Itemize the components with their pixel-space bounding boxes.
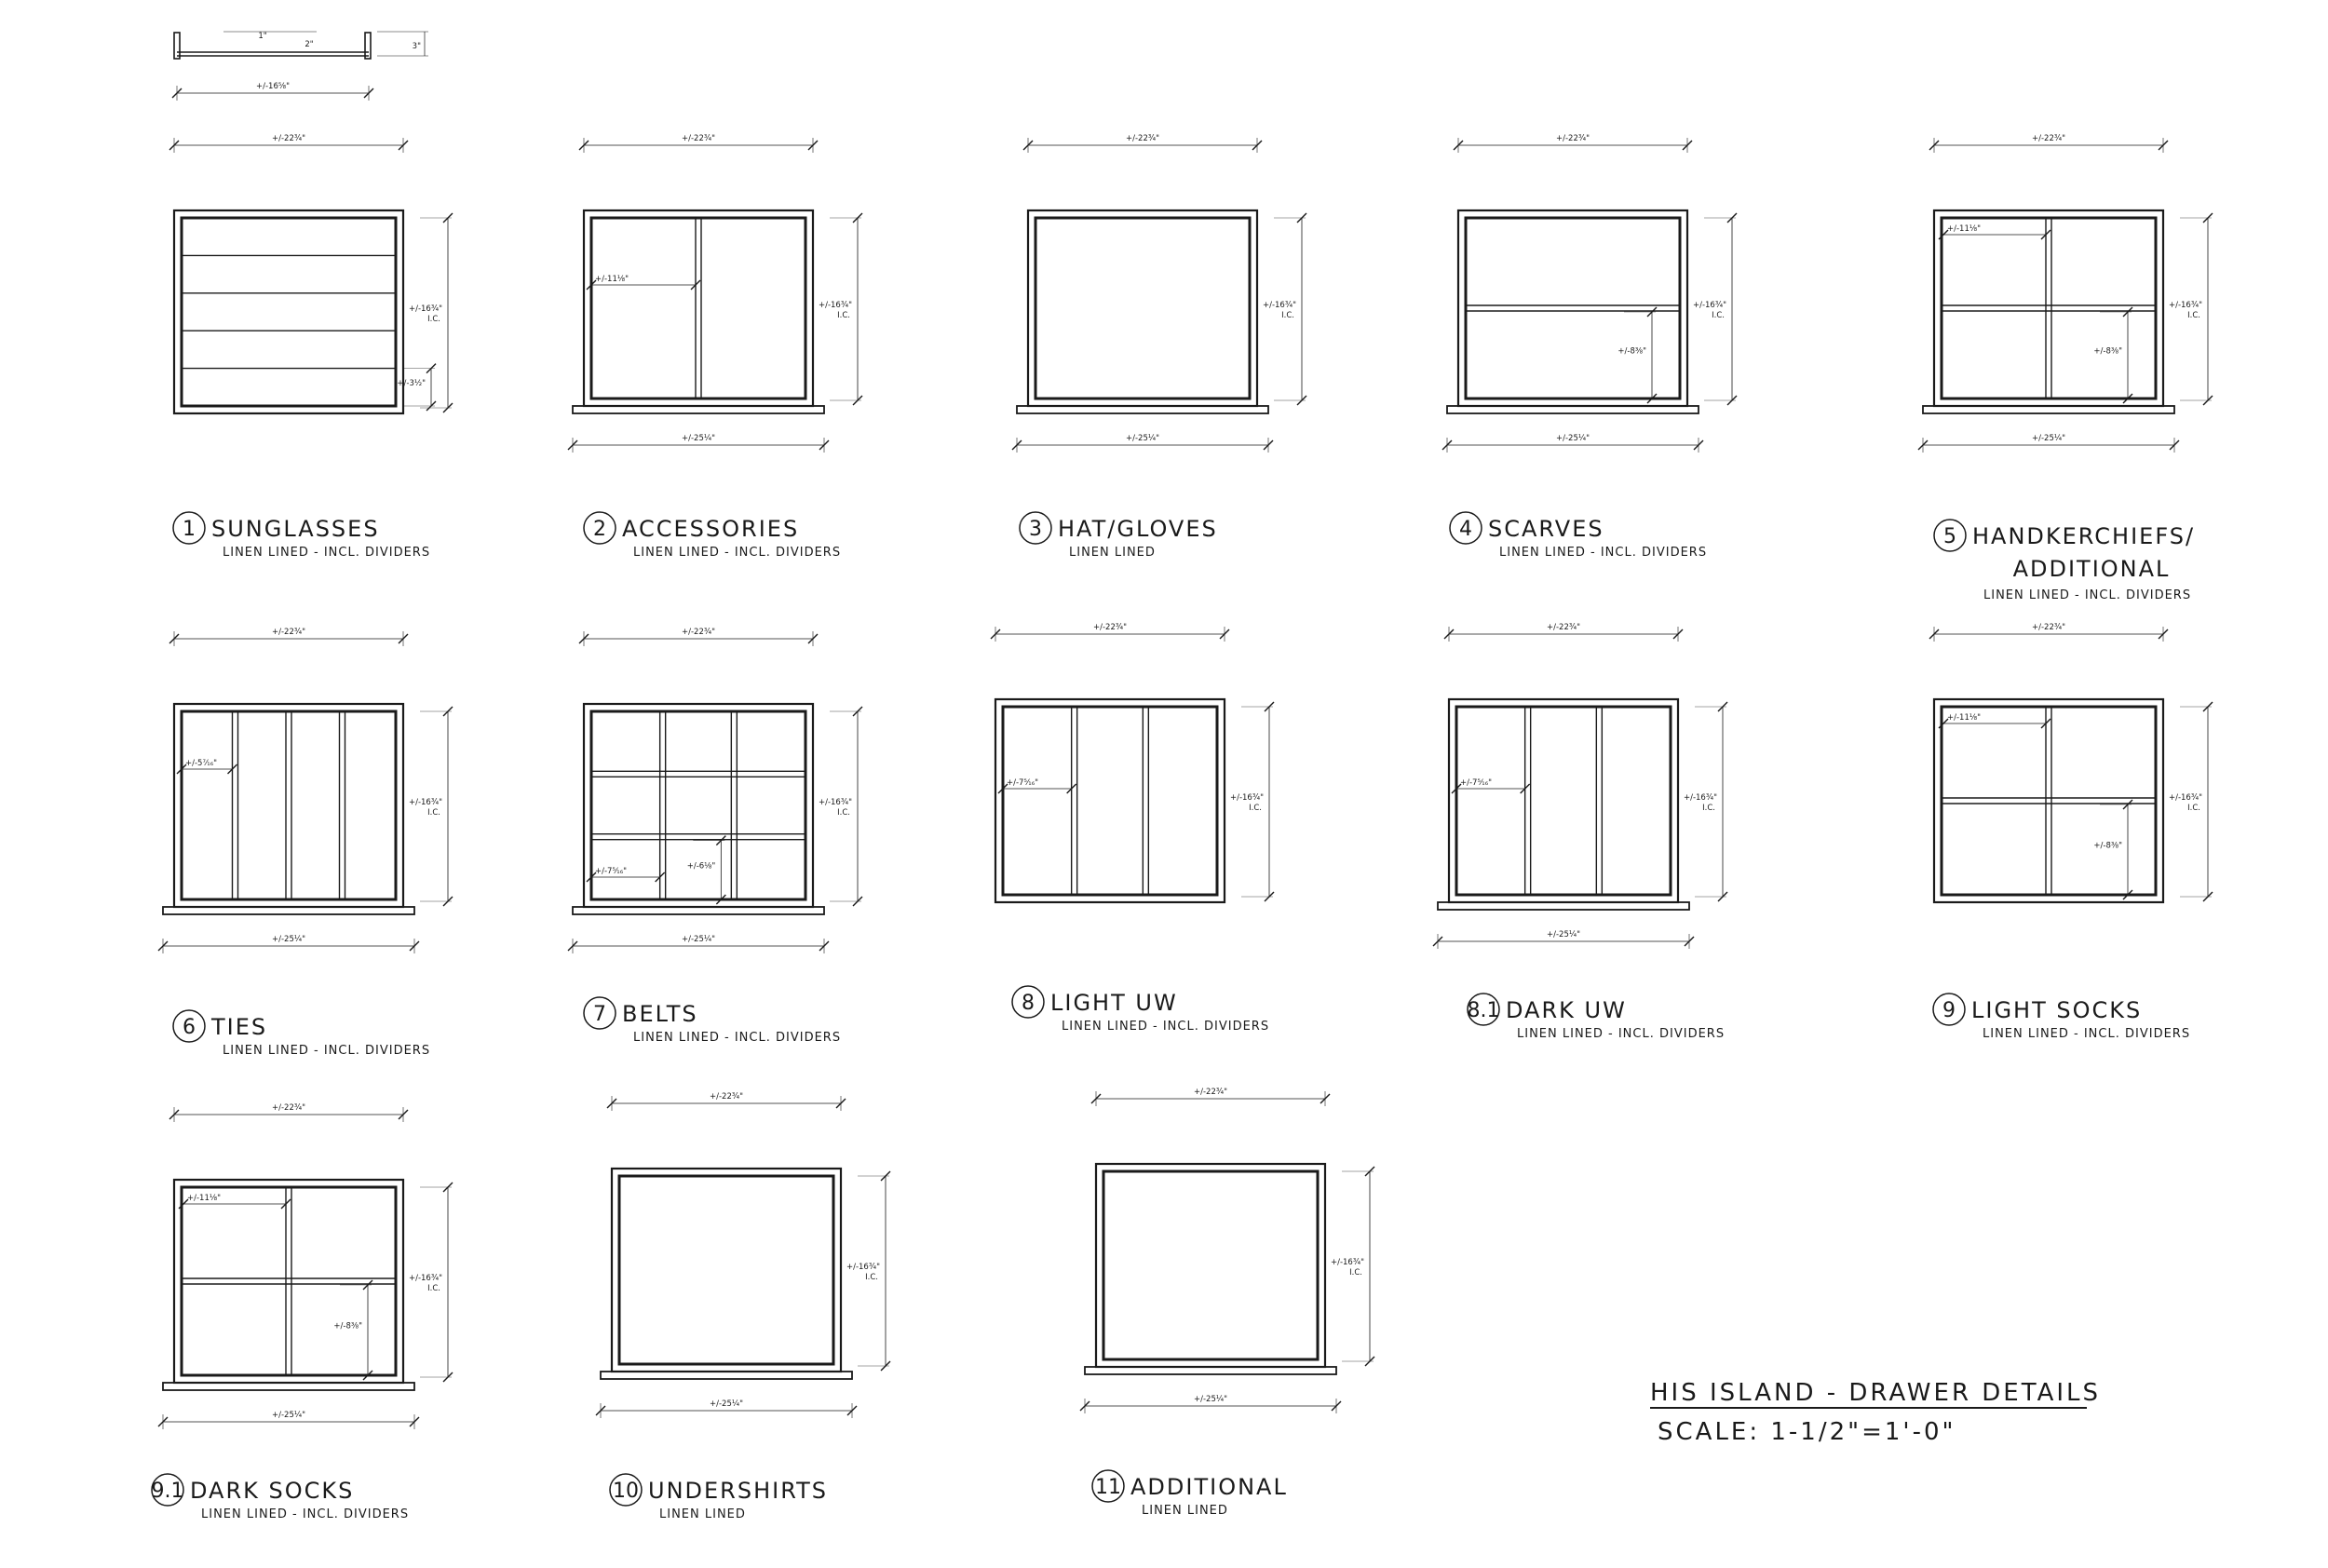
interior-dimension [998, 778, 1076, 793]
drawer-title: ADDITIONAL [1130, 1474, 1288, 1500]
dimension-line [1263, 213, 1306, 405]
drawer-title-line2: ADDITIONAL [2012, 556, 2171, 582]
drawer-2-caption [584, 512, 841, 560]
drawer-drawings [152, 32, 2213, 1521]
drawer-base [163, 907, 414, 914]
dimension-label: +/-5⁷⁄₁₆" [185, 759, 218, 768]
drawer-1-detail [169, 134, 453, 413]
dimension-line [169, 134, 408, 153]
drawer-base [163, 1383, 414, 1390]
dimension-label: +/-11⅛" [595, 275, 629, 284]
dimension-label: +/-22¾" [2031, 134, 2066, 143]
dimension-label: +/-22¾" [271, 134, 306, 143]
drawer-7-detail [568, 628, 862, 953]
drawer-4-detail [1442, 134, 1737, 453]
drawer-7-caption [584, 997, 841, 1045]
dimension-line [2093, 307, 2132, 403]
drawer-number: 8 [1022, 992, 1035, 1015]
dimension-label: +/-25¼" [1555, 434, 1590, 443]
interior-dimension [587, 275, 700, 290]
inside-clear-label: I.C. [837, 808, 850, 818]
drawer-8-detail [991, 623, 1274, 902]
dimension-line [1929, 134, 2168, 153]
sheet-title-block [1650, 1379, 2101, 1446]
dimension-line [2093, 800, 2132, 899]
dimension-line [819, 707, 862, 906]
drawer-elevation [1447, 210, 1699, 413]
drawer-base [1923, 406, 2174, 413]
drawer-10-caption [1933, 994, 2190, 1041]
drawer-subtitle: LINEN LINED [659, 1507, 746, 1521]
section-dim-label: 2" [305, 40, 314, 49]
dimension-label: +/-16¾" [1683, 793, 1717, 803]
drawer-elevation [1923, 210, 2174, 413]
dimension-line [1693, 213, 1737, 405]
dimension-label: +/-25¼" [681, 434, 716, 443]
drawer-title: LIGHT SOCKS [1971, 997, 2143, 1023]
inside-clear-label: I.C. [427, 1284, 440, 1293]
drawer-section-profile [172, 32, 428, 101]
drawer-6-detail [158, 628, 453, 953]
drawer-title: HANDKERCHIEFS/ [1972, 523, 2196, 549]
drawer-subtitle: LINEN LINED - INCL. DIVIDERS [1983, 1027, 2191, 1041]
dimension-line [1012, 434, 1273, 453]
inside-clear-label: I.C. [2187, 804, 2200, 813]
drawer-subtitle: LINEN LINED - INCL. DIVIDERS [223, 1044, 431, 1058]
dimension-line [1331, 1167, 1374, 1366]
drawer-elevation [1934, 699, 2163, 902]
drawer-base [573, 907, 824, 914]
drawer-title: UNDERSHIRTS [648, 1478, 829, 1504]
dimension-line [1918, 434, 2179, 453]
drawer-1-caption [173, 512, 430, 560]
drawer-subtitle: LINEN LINED - INCL. DIVIDERS [201, 1507, 410, 1521]
drawer-base [601, 1372, 852, 1379]
dimension-label: +/-22¾" [709, 1092, 744, 1102]
interior-dimension [587, 867, 665, 882]
dimension-line [158, 1411, 419, 1429]
dimension-label: +/-8⅜" [333, 1321, 362, 1331]
drawer-elevation [995, 699, 1225, 902]
dimension-label: +/-16¾" [2168, 793, 2202, 803]
dimension-line [158, 935, 419, 953]
dimension-line [991, 623, 1229, 642]
drawer-title: SCARVES [1488, 516, 1604, 542]
dimension-label: +/-16¾" [408, 798, 442, 807]
drawer-elevation [1085, 1164, 1336, 1374]
drawer-4-caption [1450, 512, 1707, 560]
drawer-elevation [573, 210, 824, 413]
dimension-label: +/-8⅜" [2093, 346, 2122, 357]
dimension-label: +/-22¾" [681, 628, 716, 637]
drawer-number: 9.1 [151, 1480, 184, 1503]
drawer-number: 11 [1095, 1476, 1121, 1499]
drawer-10-detail [1929, 623, 2213, 902]
section-dim-label: 1" [258, 32, 267, 41]
section-dim-label: 3" [412, 42, 421, 51]
dimension-line [1442, 434, 1703, 453]
drawer-number: 5 [1943, 525, 1956, 548]
dimension-label: +/-16¾" [408, 304, 442, 314]
drawer-9-caption [1468, 994, 1726, 1041]
drawer-number: 8.1 [1467, 999, 1500, 1022]
drawer-elevation [1438, 699, 1689, 910]
dimension-label: +/-16¾" [1262, 301, 1296, 310]
dimension-line [1080, 1395, 1341, 1413]
dimension-line [819, 213, 862, 405]
dimension-label: +/-3½" [397, 378, 426, 388]
dimension-line [846, 1171, 890, 1371]
drawer-title: LIGHT UW [1050, 990, 1178, 1016]
inside-clear-label: I.C. [1281, 311, 1294, 320]
drawer-3-caption [1020, 512, 1218, 560]
drawer-11-detail [158, 1103, 453, 1429]
inside-clear-label: I.C. [427, 808, 440, 818]
dimension-label: +/-6⅛" [686, 861, 716, 872]
dimension-label: +/-22¾" [1125, 134, 1160, 143]
drawer-base [1017, 406, 1268, 413]
drawer-8-caption [1012, 986, 1269, 1034]
dimension-line [1617, 307, 1657, 403]
dimension-line [568, 935, 829, 953]
drawer-3-detail [1012, 134, 1306, 453]
drawer-title: TIES [211, 1014, 268, 1040]
inside-clear-label: I.C. [2187, 311, 2200, 320]
drawer-base [1438, 902, 1689, 910]
dimension-line [2169, 213, 2213, 405]
drawer-11-caption [152, 1474, 410, 1521]
dimension-label: +/-22¾" [2031, 623, 2066, 632]
dimension-line [409, 1183, 453, 1382]
dimension-label: +/-16⅝" [255, 82, 291, 91]
dimension-line [1091, 1088, 1330, 1106]
drawer-13-detail [1080, 1088, 1374, 1413]
drawer-elevation [163, 1180, 414, 1390]
dimension-label: +/-22¾" [271, 1103, 306, 1113]
dimension-label: +/-22¾" [1193, 1088, 1228, 1097]
drawer-elevation [1017, 210, 1268, 413]
dimension-label: +/-22¾" [1546, 623, 1581, 632]
dimension-line [579, 628, 818, 646]
drawer-title: BELTS [622, 1001, 698, 1027]
dimension-label: +/-22¾" [1555, 134, 1590, 143]
dimension-label: +/-16¾" [1692, 301, 1726, 310]
dimension-label: +/-7⁵⁄₁₆" [1007, 778, 1039, 788]
drawer-elevation [601, 1169, 852, 1379]
drawer-base [1085, 1367, 1336, 1374]
dimension-label: +/-16¾" [1330, 1258, 1364, 1267]
drawer-title: ACCESSORIES [622, 516, 800, 542]
drawer-subtitle: LINEN LINED - INCL. DIVIDERS [1499, 546, 1708, 560]
dimension-line [1444, 623, 1683, 642]
drawer-subtitle: LINEN LINED - INCL. DIVIDERS [1062, 1020, 1270, 1034]
drawer-title: HAT/GLOVES [1058, 516, 1218, 542]
drawer-title: SUNGLASSES [211, 516, 380, 542]
drawer-13-caption [1092, 1470, 1288, 1518]
dimension-line [1929, 623, 2168, 642]
drawer-base [1447, 406, 1699, 413]
drawer-subtitle: LINEN LINED [1069, 546, 1156, 560]
drawer-title: DARK UW [1506, 997, 1627, 1023]
drawer-5-caption [1934, 520, 2195, 602]
drawer-6-caption [173, 1010, 430, 1058]
dimension-label: +/-25¼" [271, 1411, 306, 1420]
drawer-number: 2 [593, 518, 606, 541]
dimension-label: +/-25¼" [1125, 434, 1160, 443]
drawer-base [573, 406, 824, 413]
dimension-line [1230, 702, 1274, 901]
dimension-line [169, 628, 408, 646]
drawer-12-caption [610, 1474, 828, 1521]
drawer-2-detail [568, 134, 862, 453]
interior-dimension [1939, 713, 2051, 728]
dimension-label: +/-16¾" [818, 798, 852, 807]
drawer-number: 9 [1942, 999, 1956, 1022]
dimension-label: +/-25¼" [681, 935, 716, 944]
inside-clear-label: I.C. [1712, 311, 1725, 320]
dimension-label: +/-16¾" [408, 1274, 442, 1283]
dimension-line [579, 134, 818, 153]
drawer-number: 1 [183, 518, 196, 541]
drawer-12-detail [596, 1092, 890, 1418]
dimension-label: +/-22¾" [1092, 623, 1128, 632]
dimension-line [568, 434, 829, 453]
inside-clear-label: I.C. [427, 315, 440, 324]
inside-clear-label: I.C. [1702, 804, 1715, 813]
dimension-label: +/-16¾" [818, 301, 852, 310]
drawer-number: 3 [1029, 518, 1042, 541]
dimension-line [172, 82, 373, 101]
dimension-label: +/-25¼" [1546, 930, 1581, 939]
inside-clear-label: I.C. [1249, 804, 1262, 813]
dimension-label: +/-16¾" [1229, 793, 1264, 803]
inside-clear-label: I.C. [865, 1273, 878, 1282]
drawer-elevation [163, 704, 414, 914]
drawer-subtitle: LINEN LINED - INCL. DIVIDERS [1983, 588, 2192, 602]
dimension-label: +/-25¼" [1193, 1395, 1228, 1404]
sheet-title: HIS ISLAND - DRAWER DETAILS [1650, 1379, 2102, 1407]
sheet-scale: SCALE: 1-1/2"=1'-0" [1658, 1418, 1956, 1446]
dimension-line [1454, 134, 1692, 153]
dimension-line [1433, 930, 1694, 949]
drawer-subtitle: LINEN LINED [1142, 1504, 1228, 1518]
drawer-9-detail [1433, 623, 1727, 949]
interior-dimension [179, 1194, 291, 1209]
drawer-number: 6 [183, 1016, 196, 1039]
drawer-number: 4 [1459, 518, 1472, 541]
drawer-subtitle: LINEN LINED - INCL. DIVIDERS [1517, 1027, 1726, 1041]
drawer-5-detail [1918, 134, 2213, 453]
drawer-subtitle: LINEN LINED - INCL. DIVIDERS [633, 1031, 842, 1045]
drawer-number: 10 [613, 1480, 639, 1503]
dimension-label: +/-22¾" [681, 134, 716, 143]
drawer-subtitle: LINEN LINED - INCL. DIVIDERS [223, 546, 431, 560]
dimension-line [409, 707, 453, 906]
interior-dimension [1939, 224, 2051, 239]
inside-clear-label: I.C. [1349, 1268, 1362, 1277]
dimension-label: +/-7⁵⁄₁₆" [1460, 778, 1493, 788]
inside-clear-label: I.C. [837, 311, 850, 320]
dimension-line [1684, 702, 1727, 901]
dimension-line [2169, 702, 2213, 901]
dimension-line [596, 1399, 857, 1418]
drawer-elevation [573, 704, 824, 914]
dimension-line [687, 836, 726, 904]
dimension-label: +/-7⁵⁄₁₆" [595, 867, 628, 876]
interior-dimension [1452, 778, 1530, 793]
dimension-label: +/-8⅜" [2093, 841, 2122, 851]
dimension-label: +/-11⅛" [187, 1194, 222, 1203]
drawer-subtitle: LINEN LINED - INCL. DIVIDERS [633, 546, 842, 560]
dimension-label: +/-8⅜" [1617, 346, 1646, 357]
drawer-title: DARK SOCKS [190, 1478, 355, 1504]
interior-dimension [177, 759, 237, 774]
dimension-line [169, 1103, 408, 1122]
dimension-label: +/-25¼" [271, 935, 306, 944]
drawer-elevation [174, 210, 403, 413]
dimension-label: +/-25¼" [709, 1399, 744, 1409]
drawer-number: 7 [593, 1003, 606, 1026]
dimension-line [607, 1092, 846, 1111]
dimension-line [333, 1280, 372, 1380]
dimension-label: +/-16¾" [2168, 301, 2202, 310]
dimension-label: +/-16¾" [846, 1263, 880, 1272]
dimension-label: +/-11⅛" [1947, 224, 1982, 234]
dimension-label: +/-11⅛" [1947, 713, 1982, 723]
dimension-line [1023, 134, 1262, 153]
dimension-label: +/-22¾" [271, 628, 306, 637]
dimension-label: +/-25¼" [2031, 434, 2066, 443]
